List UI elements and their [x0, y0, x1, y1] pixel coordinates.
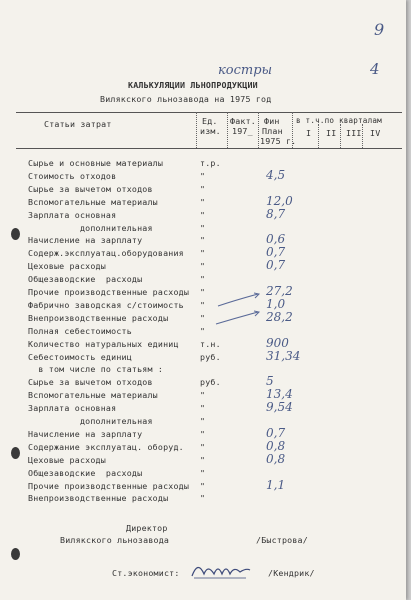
row-value-handwritten: 4,5 [266, 168, 286, 182]
row-unit: " [200, 210, 206, 220]
row-value-handwritten: 0,8 [266, 439, 286, 453]
header-quarters-title: в т.ч.по кварталам [296, 116, 382, 125]
row-unit: т.н. [200, 339, 221, 349]
row-unit: руб. [200, 352, 221, 362]
row-label: Общезаводские расходы [28, 274, 143, 284]
row-unit: " [200, 455, 206, 465]
row-label: Зарплата основная [28, 403, 117, 413]
row-unit: " [200, 235, 206, 245]
row-label: Прочие производственные расходы [28, 481, 190, 491]
punch-hole [11, 548, 20, 560]
column-divider [340, 124, 341, 148]
row-unit: " [200, 429, 206, 439]
row-label: Сырье за вычетом отходов [28, 377, 153, 387]
row-label: Содерж.эксплуатац.оборудования [28, 248, 184, 258]
row-value-handwritten: 31,34 [266, 349, 301, 363]
row-unit: " [200, 416, 206, 426]
punch-hole [11, 447, 20, 459]
row-unit: " [200, 197, 206, 207]
row-value-handwritten: 1,1 [266, 478, 286, 492]
row-unit: " [200, 313, 206, 323]
column-divider [362, 124, 363, 148]
row-label: Начисление на зарплату [28, 235, 143, 245]
row-label: Вспомогательные материалы [28, 390, 158, 400]
header-plan-3: 1975 г. [260, 136, 297, 146]
row-value-handwritten: 0,8 [266, 452, 286, 466]
title-correction-handwritten: костры [218, 63, 273, 78]
row-unit: " [200, 287, 206, 297]
row-label: дополнительная [28, 416, 153, 426]
row-unit: " [200, 223, 206, 233]
row-unit: т.р. [200, 158, 221, 168]
row-label: Вспомогательные материалы [28, 197, 158, 207]
row-value-handwritten: 0,7 [266, 245, 286, 259]
column-divider [196, 112, 197, 148]
row-unit: " [200, 184, 206, 194]
header-quarter-4: IV [370, 128, 381, 138]
economist-name: /Кендрик/ [268, 568, 315, 578]
row-value-handwritten: 0,7 [266, 258, 286, 272]
header-unit-1: Ед. [202, 116, 218, 126]
header-top-rule [16, 112, 402, 113]
row-label: Внепроизводственные расходы [28, 493, 169, 503]
header-items: Статьи затрат [44, 119, 112, 129]
row-label: Содержание эксплуатац. оборуд. [28, 442, 184, 452]
row-value-handwritten: 5 [266, 374, 274, 388]
header-unit-2: изм. [200, 126, 221, 136]
punch-hole [11, 228, 20, 240]
row-value-handwritten: 27,2 [266, 284, 293, 298]
header-bottom-rule [16, 148, 402, 149]
row-label: Прочие производственные расходы [28, 287, 190, 297]
header-quarter-2: II [326, 128, 337, 138]
director-organization: Вилякского льнозавода [60, 535, 170, 545]
row-unit: " [200, 274, 206, 284]
handwritten-arrows [210, 290, 270, 330]
row-unit: " [200, 300, 206, 310]
column-divider [292, 112, 293, 148]
row-label: Внепроизводственные расходы [28, 313, 169, 323]
row-label: Зарплата основная [28, 210, 117, 220]
row-value-handwritten: 0,6 [266, 232, 286, 246]
row-label: Общезаводские расходы [28, 468, 143, 478]
row-label: Стоимость отходов [28, 171, 117, 181]
row-label: Сырье за вычетом отходов [28, 184, 153, 194]
row-value-handwritten: 28,2 [266, 310, 293, 324]
row-unit: " [200, 468, 206, 478]
column-divider [318, 124, 319, 148]
row-unit: " [200, 261, 206, 271]
row-value-handwritten: 12,0 [266, 194, 293, 208]
director-title: Директор [126, 523, 168, 533]
page-number-handwritten: 9 [374, 20, 385, 39]
row-value-handwritten: 9,54 [266, 400, 293, 414]
row-label: дополнительная [28, 223, 153, 233]
column-divider [258, 112, 259, 148]
row-unit: " [200, 442, 206, 452]
row-value-handwritten: 13,4 [266, 387, 293, 401]
row-value-handwritten: 0,7 [266, 426, 286, 440]
row-value-handwritten: 900 [266, 336, 289, 350]
header-fact-2: 197_ [232, 126, 253, 136]
row-unit: " [200, 248, 206, 258]
row-label: Себестоимость единиц [28, 352, 132, 362]
row-unit: " [200, 403, 206, 413]
row-value-handwritten: 8,7 [266, 207, 286, 221]
header-fact-1: Факт. [230, 116, 256, 126]
row-unit: руб. [200, 377, 221, 387]
row-unit: " [200, 390, 206, 400]
row-label: Количество натуральных единиц [28, 339, 179, 349]
corner-mark-handwritten: 4 [370, 60, 380, 78]
row-label: Фабрично заводская с/стоимость [28, 300, 184, 310]
header-quarter-3: III [346, 128, 362, 138]
row-unit: " [200, 326, 206, 336]
header-plan-2: План [262, 126, 283, 136]
row-label: в том числе по статьям : [28, 364, 164, 374]
row-unit: " [200, 493, 206, 503]
row-unit: " [200, 171, 206, 181]
row-unit: " [200, 481, 206, 491]
row-label: Начисление на зарплату [28, 429, 143, 439]
row-label: Цеховые расходы [28, 261, 106, 271]
header-plan-1: Фин [264, 116, 280, 126]
title-line-2: Вилякского льнозавода на 1975 год [100, 94, 272, 104]
row-label: Полная себестоимость [28, 326, 132, 336]
header-quarter-1: I [306, 128, 312, 138]
row-value-handwritten: 1,0 [266, 297, 286, 311]
title-line-1: КАЛЬКУЛЯЦИИ ЛЬНОПРОДУКЦИИ [128, 80, 258, 90]
row-label: Сырье и основные материалы [28, 158, 164, 168]
economist-title: Ст.экономист: [112, 568, 180, 578]
column-divider [227, 112, 228, 148]
director-name: /Быстрова/ [256, 535, 308, 545]
row-label: Цеховые расходы [28, 455, 106, 465]
economist-signature [188, 556, 254, 582]
